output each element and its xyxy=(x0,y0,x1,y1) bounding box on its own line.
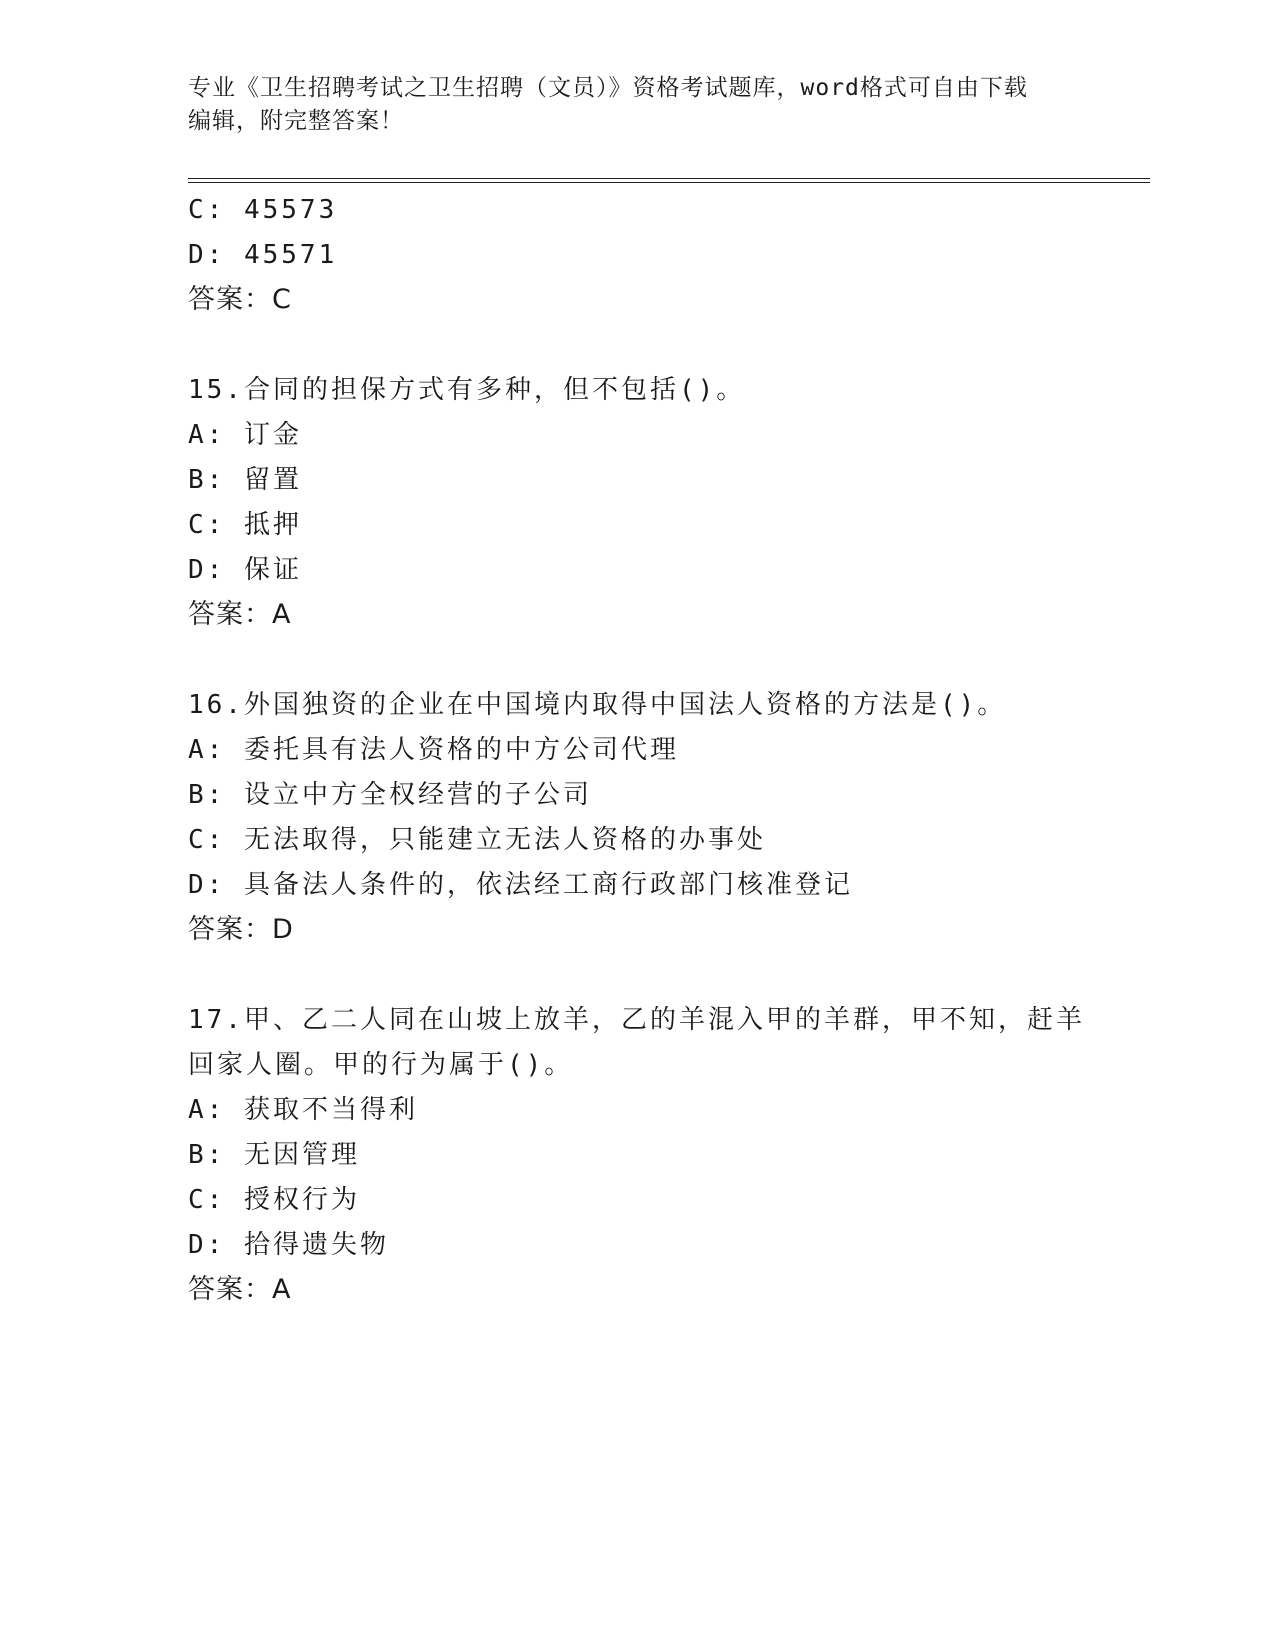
q16-option-c: C: 无法取得，只能建立无法人资格的办事处 xyxy=(188,825,766,855)
q17-option-c: C: 授权行为 xyxy=(188,1185,360,1215)
q16-option-d: D: 具备法人条件的，依法经工商行政部门核准登记 xyxy=(188,870,853,900)
q15-option-a: A: 订金 xyxy=(188,420,302,450)
q17-option-a: A: 获取不当得利 xyxy=(188,1095,418,1125)
q14-option-d: D: 45571 xyxy=(188,240,338,270)
q16-answer: 答案：D xyxy=(188,914,294,945)
q16-question: 16.外国独资的企业在中国境内取得中国法人资格的方法是()。 xyxy=(188,690,1007,720)
q17-question-line-1: 17.甲、乙二人同在山坡上放羊，乙的羊混入甲的羊群，甲不知，赶羊 xyxy=(188,1005,1085,1035)
q16-option-b: B: 设立中方全权经营的子公司 xyxy=(188,780,592,810)
header-line-1: 专业《卫生招聘考试之卫生招聘（文员）》资格考试题库，word格式可自由下载 xyxy=(188,75,1028,101)
header-line-2: 编辑，附完整答案！ xyxy=(188,108,404,134)
q15-option-c: C: 抵押 xyxy=(188,510,302,540)
q16-option-a: A: 委托具有法人资格的中方公司代理 xyxy=(188,735,679,765)
q14-option-c: C: 45573 xyxy=(188,195,338,225)
q17-option-d: D: 拾得遗失物 xyxy=(188,1230,389,1260)
q15-answer: 答案：A xyxy=(188,599,292,630)
document-header xyxy=(188,72,1088,138)
q14-answer: 答案：C xyxy=(188,284,292,315)
q15-question: 15.合同的担保方式有多种，但不包括()。 xyxy=(188,375,746,405)
header-divider-top xyxy=(188,178,1150,179)
q17-question-line-2: 回家人圈。甲的行为属于()。 xyxy=(188,1050,574,1080)
q15-option-b: B: 留置 xyxy=(188,465,302,495)
q15-option-d: D: 保证 xyxy=(188,555,302,585)
q17-option-b: B: 无因管理 xyxy=(188,1140,360,1170)
q17-answer: 答案：A xyxy=(188,1274,292,1305)
header-divider-bottom xyxy=(188,182,1150,183)
